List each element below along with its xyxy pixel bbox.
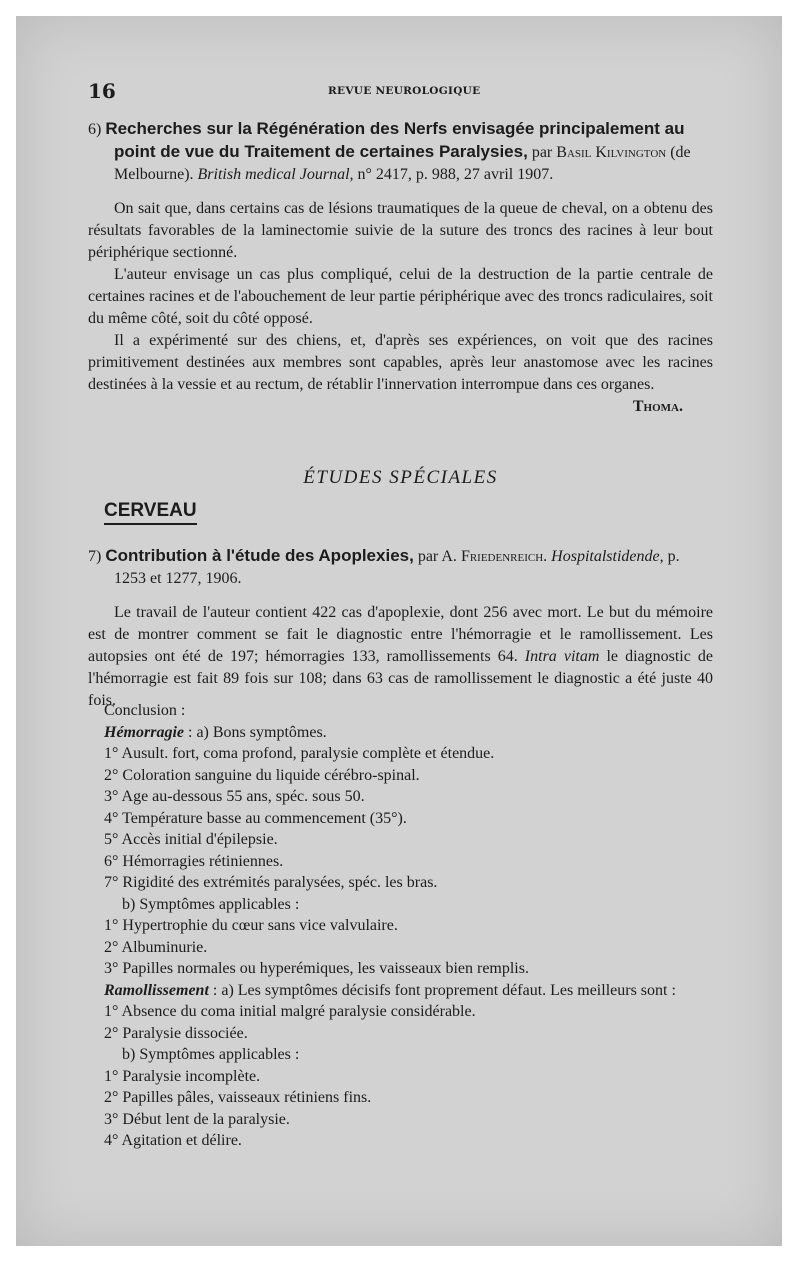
article-6-journal: British medical Journal, bbox=[197, 166, 354, 183]
article-6-heading bbox=[88, 118, 713, 186]
article-7-intra-vitam: Intra vitam bbox=[524, 648, 600, 665]
list-item: 6° Hémorragies rétiniennes. bbox=[104, 852, 284, 870]
article-7-paragraph-end: le diagnostic de l'hémorragie est fait 89 fois sur 108; dans 63 cas de ramollissement le diagnostic a été juste 40 fois. bbox=[88, 648, 714, 709]
list-item: 3° Age au-dessous 55 ans, spéc. sous 50. bbox=[104, 788, 365, 805]
article-6 bbox=[88, 118, 713, 418]
article-6-author: Basil Kilvington bbox=[556, 144, 667, 161]
article-6-paragraph-3 bbox=[88, 330, 713, 415]
article-7-heading bbox=[88, 545, 713, 590]
list-item: 2° Papilles pâles, vaisseaux rétiniens fins. bbox=[104, 1089, 372, 1106]
article-6-signature: Thoma. bbox=[632, 398, 683, 415]
subsection-title: CERVEAU bbox=[104, 500, 197, 525]
list-item: 1° Ausult. fort, coma profond, paralysie complète et étendue. bbox=[104, 745, 495, 762]
article-7 bbox=[88, 545, 713, 712]
article-6-number: 6) bbox=[88, 121, 102, 138]
article-7-by: par A. bbox=[417, 548, 457, 565]
section-title: ÉTUDES SPÉCIALES bbox=[303, 467, 498, 488]
list-item: 1° Hypertrophie du cœur sans vice valvulaire. bbox=[104, 917, 398, 934]
list-item: 7° Rigidité des extrémités paralysées, spéc. les bras. bbox=[104, 874, 438, 891]
list-item: 5° Accès initial d'épilepsie. bbox=[104, 831, 278, 848]
article-6-title: Recherches sur la Régénération des Nerfs envisagée principalement au point de vue du Traitement de certaines Paralysies, bbox=[105, 119, 685, 161]
article-6-ref: n° 2417, p. 988, 27 avril 1907. bbox=[357, 166, 554, 183]
list-item: 3° Papilles normales ou hyperémiques, les vaisseaux bien remplis. bbox=[104, 960, 529, 977]
page-header bbox=[88, 79, 713, 101]
ramollissement-label: Ramollissement bbox=[104, 981, 209, 999]
hemorragie-label: Hémorragie bbox=[104, 723, 184, 741]
article-7-ref: p. 1253 et 1277, 1906. bbox=[114, 548, 680, 587]
article-7-title: Contribution à l'étude des Apoplexies, bbox=[105, 546, 414, 565]
article-7-author: Friedenreich. bbox=[460, 548, 548, 565]
list-item: 1° Absence du coma initial malgré paralysie considérable. bbox=[104, 1003, 476, 1020]
article-7-paragraph bbox=[88, 602, 713, 712]
article-6-by: par bbox=[531, 144, 553, 161]
article-6-paragraph-1: On sait que, dans certains cas de lésions traumatiques de la queue de cheval, on a obtenu des résultats favorables de la laminectomie suivie de la suture des troncs des racines à leur bout périphérique sectionné. bbox=[88, 200, 713, 261]
conclusion-label: Conclusion : bbox=[104, 702, 186, 719]
hemorragie-a: : a) Bons symptômes. bbox=[188, 723, 327, 741]
list-item: 1° Paralysie incomplète. bbox=[104, 1067, 261, 1085]
hemorragie-b: b) Symptômes applicables : bbox=[122, 895, 300, 913]
article-7-journal: Hospitalstidende, bbox=[551, 548, 664, 565]
hemorragie-heading bbox=[104, 722, 713, 744]
symptom-list bbox=[104, 700, 713, 1152]
list-item: 2° Coloration sanguine du liquide cérébro-spinal. bbox=[104, 766, 420, 784]
list-item: 2° Albuminurie. bbox=[104, 938, 208, 956]
ramollissement-a: : a) Les symptômes décisifs font proprement défaut. Les meilleurs sont : bbox=[212, 981, 676, 999]
article-6-paragraph-2: L'auteur envisage un cas plus compliqué, celui de la destruction de la partie centrale de certaines racines et de l'abouchement de leur partie périphérique avec des troncs radiculaires, soit du même côté, soit du côté opposé. bbox=[88, 266, 713, 327]
running-title: REVUE NEUROLOGIQUE bbox=[328, 85, 481, 97]
ramollissement-heading bbox=[104, 980, 713, 1002]
list-item: 4° Température basse au commencement (35°). bbox=[104, 809, 407, 827]
article-6-paragraph-3-text: Il a expérimenté sur des chiens, et, d'après ses expériences, on voit que des racines primitivement destinées aux membres sont capables, après leur anastomose avec les racines destinées à la vessie et au rectum, de rétablir l'innervation interrompue dans ces organes. bbox=[88, 332, 713, 393]
article-7-paragraph-text: Le travail de l'auteur contient 422 cas d'apoplexie, dont 256 avec mort. Le but du mémoire est de montrer comment se fait le diagnostic entre l'hémorragie et le ramollissement. Les autopsies ont été de 197; hémorragies 133, ramollissements 64. bbox=[88, 604, 713, 665]
list-item: 3° Début lent de la paralysie. bbox=[104, 1110, 290, 1128]
list-item: 2° Paralysie dissociée. bbox=[104, 1024, 248, 1042]
article-6-origin: (de Melbourne). bbox=[114, 144, 691, 183]
article-7-number: 7) bbox=[88, 548, 102, 565]
list-item: 4° Agitation et délire. bbox=[104, 1132, 242, 1149]
ramollissement-b: b) Symptômes applicables : bbox=[122, 1046, 300, 1063]
page-number: 16 bbox=[88, 79, 116, 103]
